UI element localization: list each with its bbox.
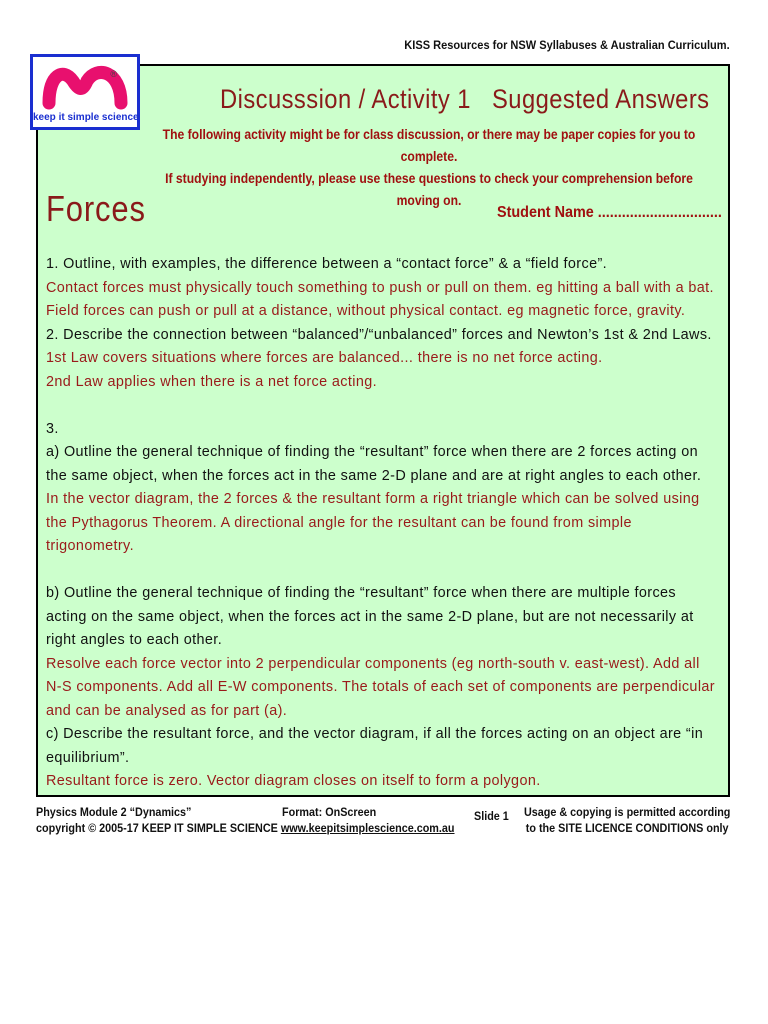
answer-line: Contact forces must physically touch something to push or pull on them. eg hitting a ball with a bat. bbox=[46, 278, 714, 296]
question-answer-list bbox=[46, 252, 718, 793]
copyright-text: copyright © 2005-17 KEEP IT SIMPLE SCIENCE bbox=[36, 821, 278, 835]
question-line: 2. Describe the connection between “balanced”/“unbalanced” forces and Newton’s 1st & 2nd Laws. bbox=[46, 325, 712, 343]
answer-line: 2nd Law applies when there is a net force acting. bbox=[46, 372, 378, 390]
website-link[interactable]: www.keepitsimplescience.com.au bbox=[280, 821, 455, 835]
logo-text: keep it simple science bbox=[33, 112, 139, 123]
page-heading: Forces bbox=[46, 188, 146, 229]
usage-line: to the SITE LICENCE CONDITIONS only bbox=[525, 821, 729, 835]
question-line: a) Outline the general technique of finding the “resultant” force when there are 2 forces acting on the same object, when the forces act in the same 2-D plane and are at right angles to each other. bbox=[46, 443, 702, 484]
copyright-line bbox=[36, 820, 455, 836]
question-line: 1. Outline, with examples, the difference between a “contact force” & a “field force”. bbox=[46, 255, 608, 272]
slide-title: Discusssion / Activity 1 Suggested Answers bbox=[220, 84, 710, 114]
answer-line: Resultant force is zero. Vector diagram closes on itself to form a polygon. bbox=[46, 772, 541, 789]
slide-number: Slide 1 bbox=[474, 809, 509, 823]
answer-line: Resolve each force vector into 2 perpendicular components (eg north-south v. east-west). Add all N-S components. Add all E-W components. The totals of each set of components are perpendicular and can be analysed as for part (a). bbox=[46, 654, 715, 719]
question-line: b) Outline the general technique of finding the “resultant” force when there are multiple forces acting on the same object, when the forces act in the same 2-D plane, but are not necessarily at right angles to each other. bbox=[46, 584, 694, 648]
question-line: c) Describe the resultant force, and the vector diagram, if all the forces acting on an object are “in equilibrium”. bbox=[46, 725, 704, 766]
footer-usage bbox=[524, 804, 730, 836]
instruction-line: The following activity might be for class discussion, or there may be paper copies for you to complete. bbox=[162, 127, 696, 164]
instruction-line: If studying independently, please use these questions to check your comprehension before moving on. bbox=[165, 171, 693, 208]
answer-line: Field forces can push or pull at a distance, without physical contact. eg magnetic force, gravity. bbox=[46, 302, 686, 319]
answer-line: In the vector diagram, the 2 forces & the resultant form a right triangle which can be solved using the Pythagorus Theorem. A directional angle for the resultant can be found from simple trigonometry. bbox=[46, 490, 700, 554]
module-name: Physics Module 2 “Dynamics” bbox=[36, 805, 192, 819]
spacer bbox=[46, 393, 718, 417]
spacer bbox=[46, 558, 718, 582]
resources-header: KISS Resources for NSW Syllabuses & Australian Curriculum. bbox=[404, 38, 730, 52]
answer-line: 1st Law covers situations where forces are balanced... there is no net force acting. bbox=[46, 349, 603, 366]
instructions bbox=[160, 124, 698, 212]
student-name-field: Student Name ............................... bbox=[497, 204, 722, 221]
footer-module bbox=[36, 804, 455, 836]
kiss-logo bbox=[30, 54, 140, 130]
footer-format: Format: OnScreen bbox=[282, 805, 377, 819]
registered-mark: ® bbox=[110, 69, 117, 79]
question-line: 3. bbox=[46, 419, 59, 437]
usage-line: Usage & copying is permitted according bbox=[523, 805, 730, 819]
